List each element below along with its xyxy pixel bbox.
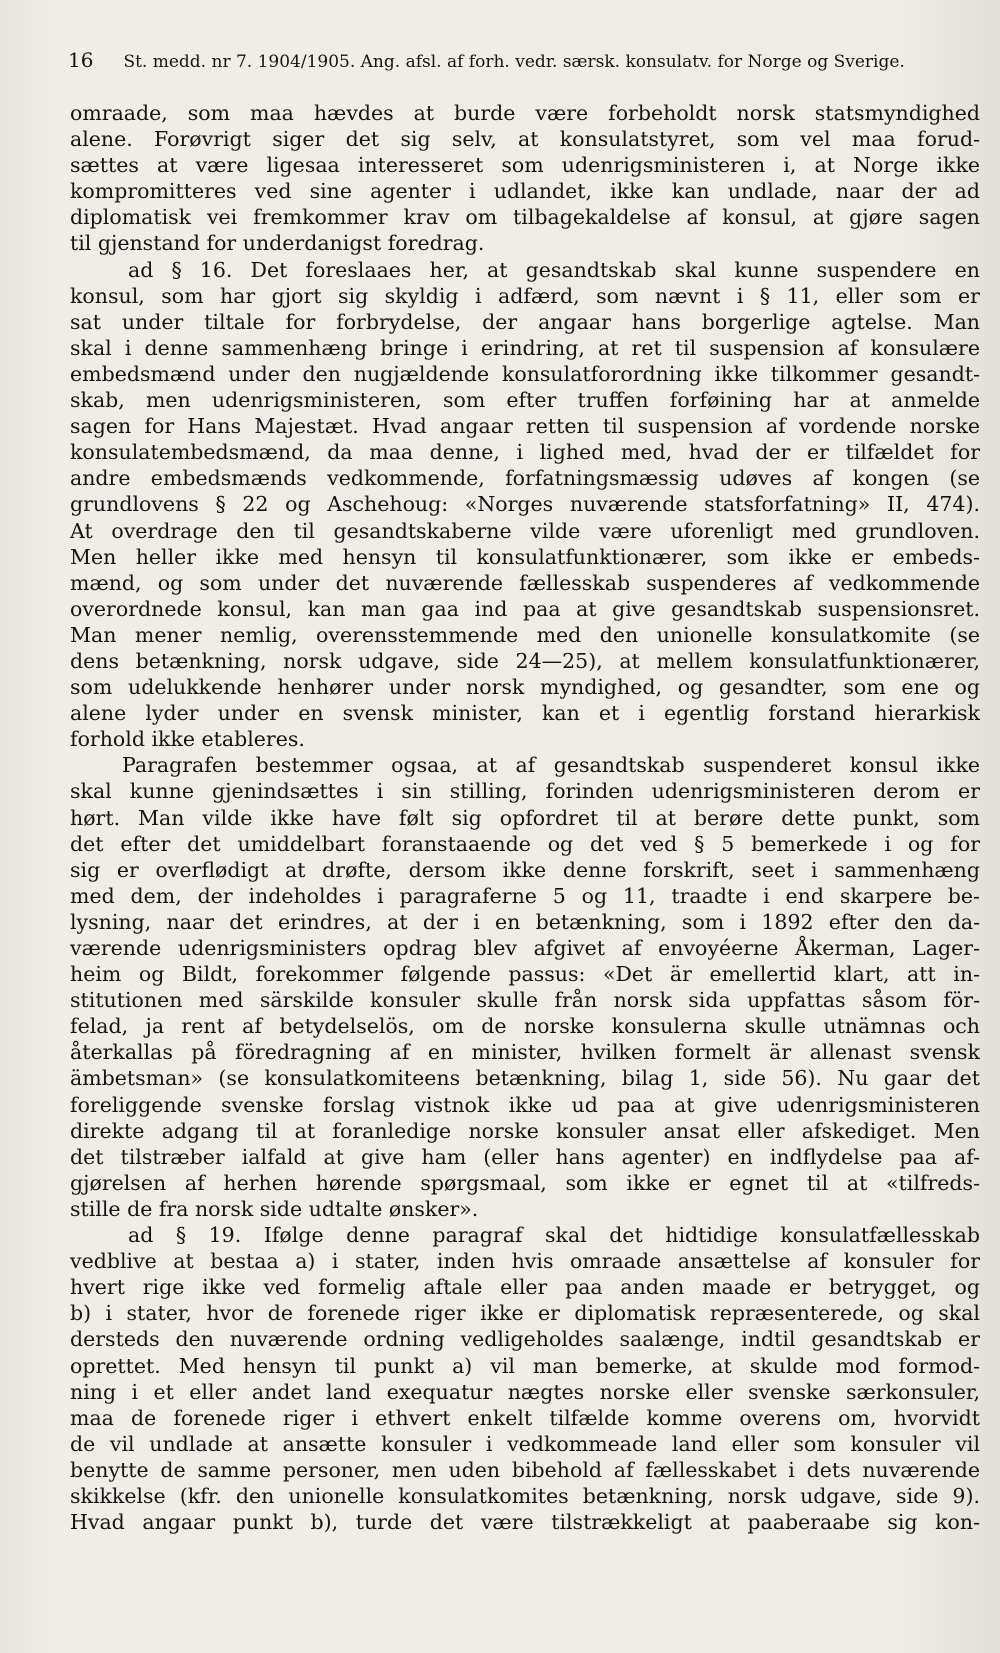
text-line: stitutionen med särskilde konsuler skulle från norsk sida uppfattas såsom för- (70, 988, 980, 1013)
text-line: Paragrafen bestemmer ogsaa, at af gesandtskab suspenderet konsul ikke (122, 753, 980, 778)
text-line: sættes at være ligesaa interesseret som udenrigsministeren i, at Norge ikke (70, 153, 980, 178)
text-line: skal i denne sammenhæng bringe i erindring, at ret til suspension af konsulære (70, 335, 980, 360)
text-line: direkte adgang til at foranledige norske konsuler ansat eller afskediget. Men (70, 1118, 980, 1143)
text-line: felad, ja rent af betydelselös, om de norske konsulerna skulle utnämnas och (70, 1014, 980, 1039)
text-line: de vil undlade at ansætte konsuler i vedkommeade land eller som konsuler vil (70, 1431, 980, 1456)
text-line: til gjenstand for underdanigst foredrag. (70, 231, 485, 256)
text-line: sig er overflødigt at drøfte, dersom ikke denne forskrift, seet i sammenhæng (70, 857, 980, 882)
text-line: foreliggende svenske forslag vistnok ikke ud paa at give udenrigsministeren (70, 1092, 980, 1117)
text-line: embedsmænd under den nugjældende konsulatforordning ikke tilkommer gesandt- (70, 361, 980, 386)
text-line: omraade, som maa hævdes at burde være forbeholdt norsk statsmyndighed (70, 101, 980, 125)
text-line: konsulatembedsmænd, da maa denne, i lighed med, hvad der er tilfældet for (70, 440, 980, 465)
text-line: mænd, og som under det nuværende fællesskab suspenderes af vedkommende (70, 570, 980, 595)
text-line: sat under tiltale for forbrydelse, der angaar hans borgerlige agtelse. Man (70, 309, 980, 334)
page-number: 16 (68, 48, 94, 72)
text-line: hørt. Man vilde ikke have følt sig opfordret til at berøre dette punkt, som (70, 805, 980, 830)
text-line: diplomatisk vei fremkommer krav om tilbagekaldelse af konsul, at gjøre sagen (70, 205, 980, 230)
text-line: maa de forenede riger i ethvert enkelt tilfælde komme overens om, hvorvidt (70, 1405, 980, 1430)
body-text (70, 100, 980, 1535)
text-line: dens betænkning, norsk udgave, side 24—25), at mellem konsulatfunktionærer, (70, 648, 980, 673)
text-line: sagen for Hans Majestæt. Hvad angaar retten til suspension af vordende norske (70, 414, 980, 439)
running-header (68, 48, 948, 72)
text-line: andre embedsmænds vedkommende, forfatningsmæssig udøves af kongen (se (70, 466, 980, 491)
text-line: återkallas på föredragning af en minister, hvilken formelt är allenast svensk (70, 1040, 980, 1065)
text-line: alene lyder under en svensk minister, kan et i egentlig forstand hierarkisk (70, 701, 980, 726)
text-line: kompromitteres ved sine agenter i udlandet, ikke kan undlade, naar der ad (70, 179, 980, 204)
text-line: b) i stater, hvor de forenede riger ikke er diplomatisk repræsenterede, og skal (70, 1301, 980, 1326)
text-line: hvert rige ikke ved formelig aftale eller paa anden maade er betrygget, og (70, 1275, 980, 1300)
text-line: gjørelsen af herhen hørende spørgsmaal, som ikke er egnet til at «tilfreds- (70, 1170, 980, 1195)
text-line: Men heller ikke med hensyn til konsulatfunktionærer, som ikke er embeds- (70, 544, 980, 569)
text-line: Hvad angaar punkt b), turde det være tilstrækkeligt at paaberaabe sig kon- (70, 1510, 980, 1535)
text-line: det efter det umiddelbart foranstaaende og det ved § 5 bemerkede i og for (70, 831, 980, 856)
text-line: Man mener nemlig, overensstemmende med den unionelle konsulatkomite (se (70, 622, 980, 647)
text-line: vedblive at bestaa a) i stater, inden hvis omraade ansættelse af konsuler for (70, 1249, 980, 1274)
text-line: konsul, som har gjort sig skyldig i adfærd, som nævnt i § 11, eller som er (70, 283, 980, 308)
text-line: At overdrage den til gesandtskaberne vilde være uforenligt med grundloven. (70, 518, 980, 543)
text-line: med dem, der indeholdes i paragraferne 5 og 11, traadte i end skarpere be- (70, 883, 980, 908)
running-title: St. medd. nr 7. 1904/1905. Ang. afsl. af forh. vedr. særsk. konsulatv. for Norge og Sverige. (123, 52, 905, 72)
text-line: lysning, naar det erindres, at der i en betænkning, som i 1892 efter den da- (70, 909, 980, 934)
text-line: benytte de samme personer, men uden bibehold af fællesskabet i dets nuværende (70, 1457, 980, 1482)
text-line: grundlovens § 22 og Aschehoug: «Norges nuværende statsforfatning» II, 474). (70, 492, 980, 517)
text-line: forhold ikke etableres. (70, 727, 305, 752)
text-line: det tilstræber ialfald at give ham (eller hans agenter) en indflydelse paa af- (70, 1144, 980, 1169)
text-line: værende udenrigsministers opdrag blev afgivet af envoyéerne Åkerman, Lager- (70, 936, 980, 960)
text-line: ämbetsman» (se konsulatkomiteens betænkning, bilag 1, side 56). Nu gaar det (70, 1066, 980, 1091)
text-line: ning i et eller andet land exequatur nægtes norske eller svenske særkonsuler, (70, 1379, 980, 1404)
text-line: dersteds den nuværende ordning vedligeholdes saalænge, indtil gesandtskab er (70, 1327, 980, 1352)
text-line: skal kunne gjenindsættes i sin stilling, forinden udenrigsministeren derom er (70, 779, 980, 804)
text-line: heim og Bildt, forekommer følgende passus: «Det är emellertid klart, att in- (70, 962, 980, 987)
text-line: skab, men udenrigsministeren, som efter truffen forføining har at anmelde (70, 388, 980, 413)
text-line: alene. Forøvrigt siger det sig selv, at konsulatstyret, som vel maa forud- (70, 127, 980, 152)
text-line: ad § 19. Ifølge denne paragraf skal det hidtidige konsulatfællesskab (128, 1223, 980, 1248)
text-line: som udelukkende henhører under norsk myndighed, og gesandter, som ene og (70, 675, 980, 700)
text-line: ad § 16. Det foreslaaes her, at gesandtskab skal kunne suspendere en (128, 257, 980, 282)
text-line: stille de fra norsk side udtalte ønsker». (70, 1196, 479, 1221)
text-line: oprettet. Med hensyn til punkt a) vil man bemerke, at skulde mod formod- (70, 1353, 980, 1378)
text-line: skikkelse (kfr. den unionelle konsulatkomites betænkning, norsk udgave, side 9). (70, 1483, 980, 1508)
text-line: overordnede konsul, kan man gaa ind paa at give gesandtskab suspensionsret. (70, 596, 980, 621)
